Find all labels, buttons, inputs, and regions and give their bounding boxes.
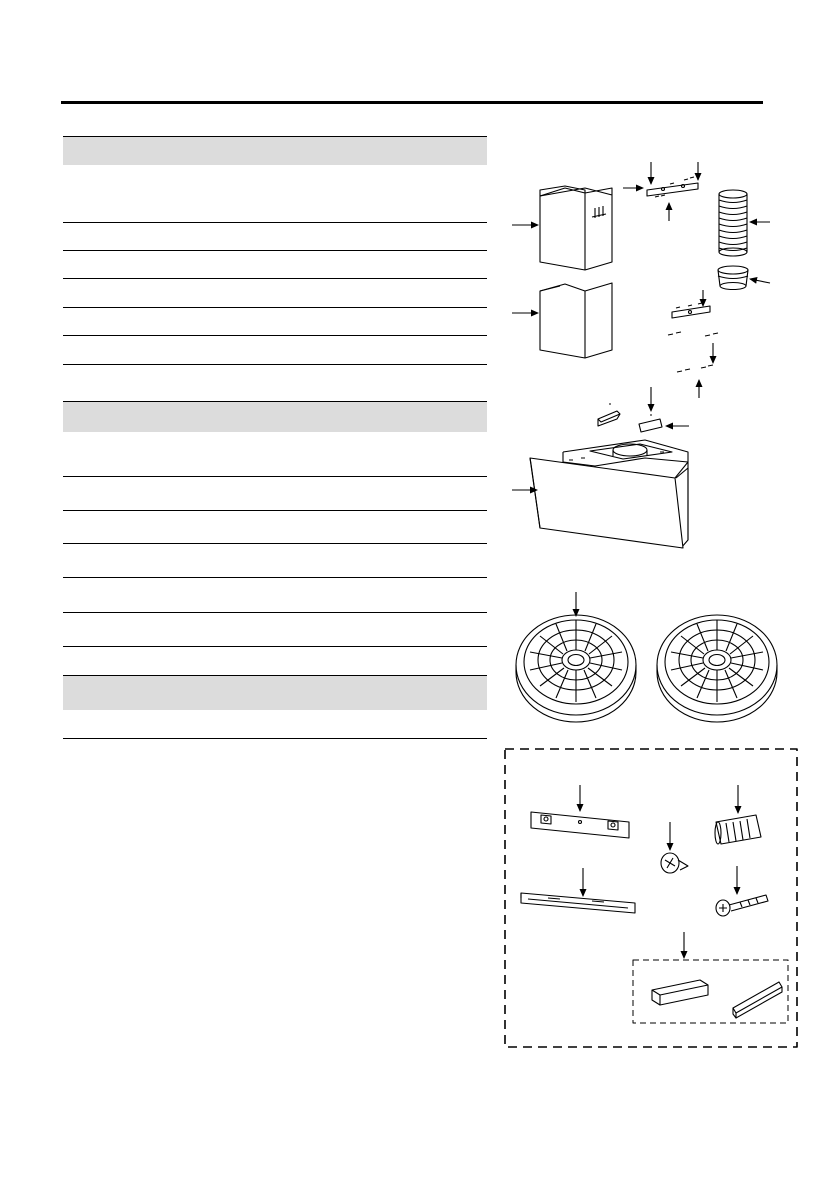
screw-small [661,853,688,873]
hood-hanging-bracket [531,812,629,838]
duct-adaptor [718,266,748,290]
hood-body [530,440,688,548]
carbon-filter-right [657,615,777,722]
bottom-support-bracket [521,893,635,913]
angle-brackets [652,980,782,1018]
chimney-bracket-bottom [668,303,718,372]
upper-chimney [540,186,612,270]
accessory-bag [505,749,797,1047]
wall-plug [715,815,761,844]
flexible-duct [719,190,747,256]
carbon-filters [516,615,777,722]
fixing-plates [598,404,662,432]
screw-long [716,895,768,916]
chimney-bracket-top [647,177,698,197]
carbon-filter-left [516,615,636,722]
lower-chimney [540,283,612,358]
